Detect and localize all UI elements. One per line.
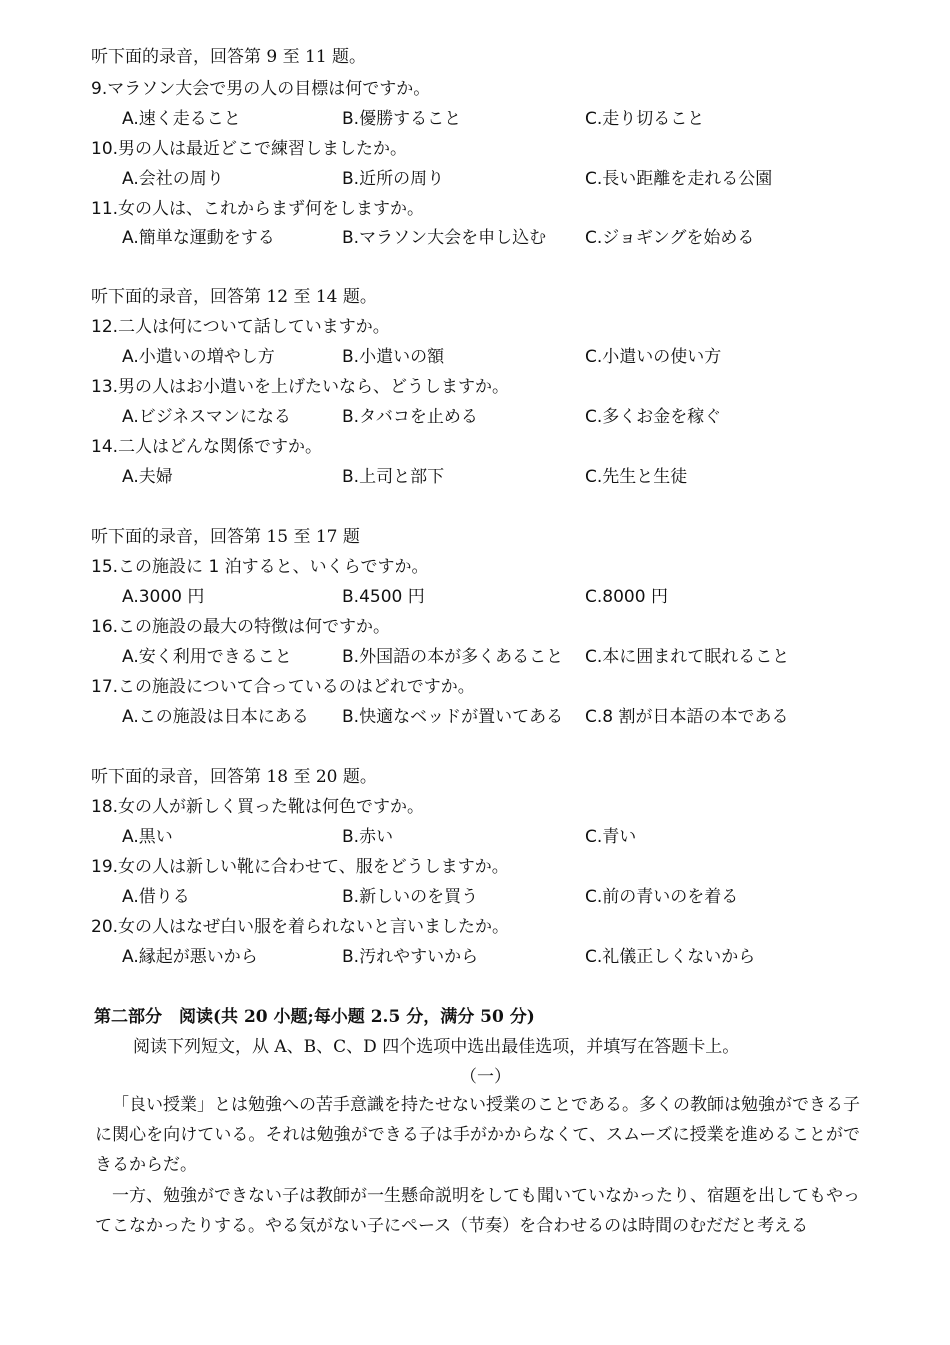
question-text: 11.女の人は、これからまず何をしますか。 [91, 199, 425, 219]
option-c: C.礼儀正しくないから [585, 947, 756, 967]
option-a: A.3000 円 [122, 587, 205, 607]
option-c: C.前の青いのを着る [585, 887, 739, 907]
section-heading: 听下面的录音，回答第 12 至 14 题。 [91, 287, 377, 307]
question-text: 9.マラソン大会で男の人の目標は何ですか。 [91, 79, 431, 99]
passage-paragraph: 「良い授業」とは勉強への苦手意識を持たせない授業のことである。多くの教師は勉強ができる子に関心を向けている。それは勉強ができる子は手がかからなくて、スムーズに授業を進めることができるからだ。 [95, 1095, 860, 1175]
question-text: 13.男の人はお小遣いを上げたいなら、どうしますか。 [91, 377, 510, 397]
option-b: B.上司と部下 [342, 467, 445, 487]
option-a: A.黒い [122, 827, 173, 847]
option-c: C.走り切ること [585, 109, 705, 129]
option-a: A.簡単な運動をする [122, 228, 275, 248]
option-c: C.小遣いの使い方 [585, 347, 722, 367]
option-c: C.長い距離を走れる公園 [585, 169, 773, 189]
option-c: C.8000 円 [585, 587, 668, 607]
option-a: A.安く利用できること [122, 647, 292, 667]
option-b: B.タバコを止める [342, 407, 478, 427]
option-c: C.本に囲まれて眠れること [585, 647, 790, 667]
option-b: B.汚れやすいから [342, 947, 479, 967]
option-c: C.青い [585, 827, 637, 847]
option-a: A.借りる [122, 887, 190, 907]
question-text: 19.女の人は新しい靴に合わせて、服をどうしますか。 [91, 857, 509, 877]
part-instruction: 阅读下列短文，从 A、B、C、D 四个选项中选出最佳选项，并填写在答题卡上。 [133, 1037, 740, 1057]
option-b: B.4500 円 [342, 587, 425, 607]
option-c: C.先生と生徒 [585, 467, 688, 487]
option-b: B.赤い [342, 827, 394, 847]
option-a: A.速く走ること [122, 109, 241, 129]
section-heading: 听下面的录音，回答第 15 至 17 题 [91, 527, 360, 547]
question-text: 12.二人は何について話していますか。 [91, 317, 390, 337]
option-c: C.多くお金を稼ぐ [585, 407, 722, 427]
option-b: B.優勝すること [342, 109, 462, 129]
question-text: 16.この施設の最大の特徴は何ですか。 [91, 617, 391, 637]
option-b: B.新しいのを買う [342, 887, 479, 907]
question-text: 14.二人はどんな関係ですか。 [91, 437, 323, 457]
option-b: B.小遣いの額 [342, 347, 445, 367]
option-b: B.快適なベッドが置いてある [342, 707, 564, 727]
option-b: B.マラソン大会を申し込む [342, 228, 547, 248]
passage-number: （一） [460, 1067, 511, 1087]
question-text: 18.女の人が新しく買った靴は何色ですか。 [91, 797, 425, 817]
question-text: 20.女の人はなぜ白い服を着られないと言いましたか。 [91, 917, 510, 937]
option-c: C.ジョギングを始める [585, 228, 755, 248]
option-a: A.小遣いの増やし方 [122, 347, 275, 367]
option-b: B.近所の周り [342, 169, 445, 189]
option-a: A.会社の周り [122, 169, 224, 189]
option-a: A.この施設は日本にある [122, 707, 309, 727]
option-a: A.ビジネスマンになる [122, 407, 291, 427]
option-a: A.夫婦 [122, 467, 173, 487]
option-a: A.縁起が悪いから [122, 947, 258, 967]
option-b: B.外国語の本が多くあること [342, 647, 564, 667]
question-text: 15.この施設に 1 泊すると、いくらですか。 [91, 557, 429, 577]
part-title: 第二部分 阅读(共 20 小题;每小题 2.5 分，满分 50 分) [94, 1007, 535, 1027]
passage-paragraph: 一方、勉強ができない子は教師が一生懸命説明をしても聞いていなかったり、宿題を出してもやってこなかったりする。やる気がない子にペース（节奏）を合わせるのは時間のむだだと考える [95, 1186, 860, 1236]
section-heading: 听下面的录音，回答第 18 至 20 题。 [91, 767, 377, 787]
question-text: 17.この施設について合っているのはどれですか。 [91, 677, 475, 697]
section-heading: 听下面的录音，回答第 9 至 11 题。 [91, 47, 367, 67]
question-text: 10.男の人は最近どこで練習しましたか。 [91, 139, 408, 159]
option-c: C.8 割が日本語の本である [585, 707, 789, 727]
